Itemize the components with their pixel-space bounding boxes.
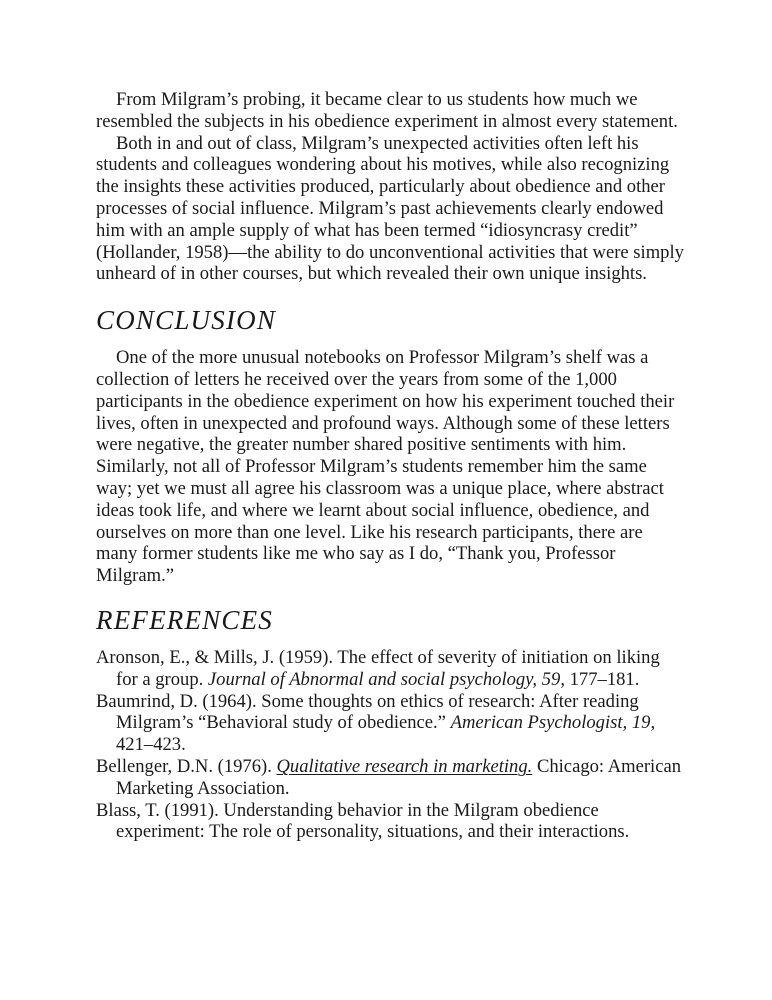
conclusion-paragraph: One of the more unusual notebooks on Professor Milgram’s shelf was a collection of letters he received over the years from some of the 1,000 participants in the obedience experiment on how his experiment touched their lives, often in unexpected and profound ways. Although some of these letters were negative, the greater number shared positive sentiments with him. Similarly, not all of Professor Milgram’s students remember him the same way; yet we must all agree his classroom was a unique place, where abstract ideas took life, and where we learnt about social influence, obedience, and ourselves on more than one level. Like his research participants, there are many former students like me who say as I do, “Thank you, Professor Milgram.” [96, 347, 675, 587]
reference-text: Blass, T. (1991). Understanding behavior in the Milgram obedience experiment: The role of personality, situations, and their interactions. [96, 799, 630, 843]
section-heading-references: REFERENCES [96, 604, 273, 635]
reference-text: Bellenger, D.N. (1976). [96, 755, 277, 777]
document-page [96, 89, 686, 843]
reference-publisher: Chicago: American Marketing Association. [116, 755, 682, 799]
body-paragraph-2: Both in and out of class, Milgram’s unexpected activities often left his students and colleagues wondering about his motives, while also recognizing the insights these activities produced, particularly about obedience and other processes of social influence. Milgram’s past achievements clearly endowed him with an ample supply of what has been termed “idiosyncrasy credit” (Hollander, 1958)—the ability to do unconventional activities that were simply unheard of in other courses, but which revealed their own unique insights. [96, 132, 684, 285]
reference-text: Baumrind, D. (1964). Some thoughts on ethics of research: After reading Milgram’s “Behavioral study of obedience.” [96, 690, 639, 734]
reference-item [96, 647, 686, 691]
reference-text: Aronson, E., & Mills, J. (1959). The effect of severity of initiation on liking for a group. [96, 646, 660, 690]
reference-pages: 177–181. [564, 668, 640, 690]
reference-item [96, 691, 686, 756]
reference-source-title-underlined: Qualitative research in marketing. [276, 755, 533, 777]
reference-source-title: Journal of Abnormal and social psychology, 59, [207, 668, 565, 690]
body-paragraph-1: From Milgram’s probing, it became clear to us students how much we resembled the subjects in his obedience experiment in almost every statement. [96, 89, 678, 132]
reference-source-title [277, 756, 533, 777]
reference-item [96, 800, 686, 844]
reference-pages: 421–423. [116, 734, 186, 756]
reference-source-title: American Psychologist, 19, [450, 712, 656, 734]
reference-item [96, 756, 686, 800]
section-heading-conclusion: CONCLUSION [96, 305, 277, 336]
reference-list [96, 647, 686, 843]
